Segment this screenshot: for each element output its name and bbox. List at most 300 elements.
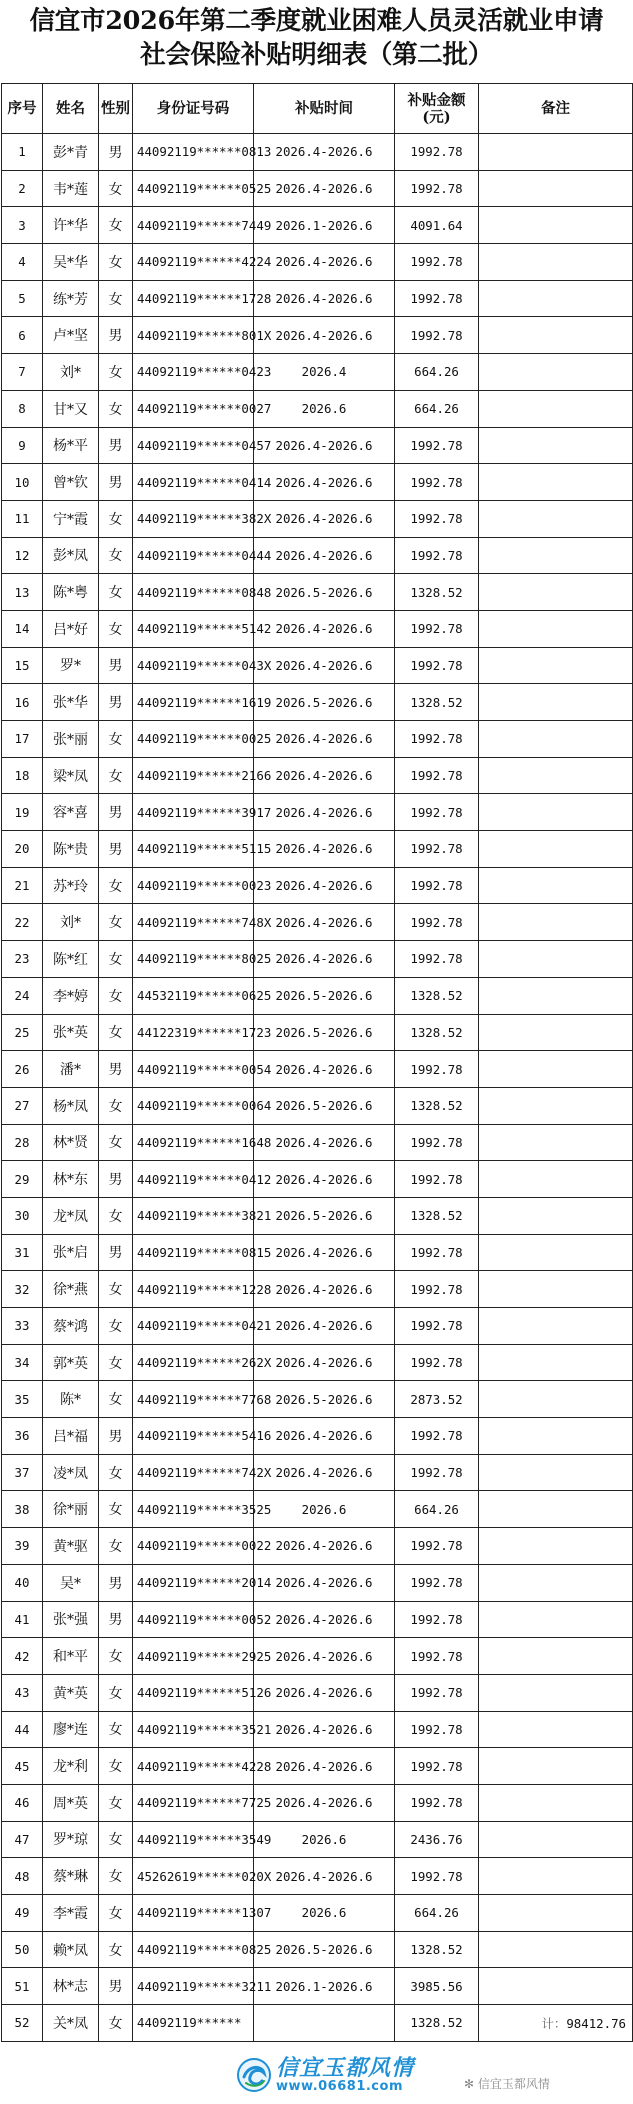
cell-gender: 女 xyxy=(99,1491,133,1528)
cell-remark xyxy=(479,244,633,281)
cell-remark xyxy=(479,1858,633,1895)
cell-gender: 女 xyxy=(99,904,133,941)
cell-name: 刘* xyxy=(43,904,99,941)
cell-no: 14 xyxy=(2,610,43,647)
cell-amount: 1992.78 xyxy=(395,794,479,831)
cell-no: 17 xyxy=(2,721,43,758)
header-id: 身份证号码 xyxy=(133,84,254,134)
cell-id: 44092119******0457 xyxy=(133,427,254,464)
cell-id: 44092119******748X xyxy=(133,904,254,941)
cell-remark xyxy=(479,537,633,574)
cell-gender: 女 xyxy=(99,207,133,244)
cell-gender: 女 xyxy=(99,1784,133,1821)
cell-name: 卢*坚 xyxy=(43,317,99,354)
cell-name: 李*霞 xyxy=(43,1895,99,1932)
cell-period: 2026.4-2026.6 xyxy=(254,867,395,904)
cell-period: 2026.6 xyxy=(254,1895,395,1932)
cell-amount: 664.26 xyxy=(395,390,479,427)
cell-period: 2026.4-2026.6 xyxy=(254,244,395,281)
cell-id: 44092119******4228 xyxy=(133,1748,254,1785)
cell-period: 2026.4-2026.6 xyxy=(254,1784,395,1821)
cell-name: 许*华 xyxy=(43,207,99,244)
cell-gender: 男 xyxy=(99,647,133,684)
table-row xyxy=(2,1895,633,1932)
cell-remark xyxy=(479,1564,633,1601)
cell-amount: 1992.78 xyxy=(395,1858,479,1895)
cell-name: 陈* xyxy=(43,1381,99,1418)
cell-no: 19 xyxy=(2,794,43,831)
cell-amount: 1992.78 xyxy=(395,610,479,647)
cell-no: 32 xyxy=(2,1271,43,1308)
cell-name: 黄*驱 xyxy=(43,1528,99,1565)
subsidy-table xyxy=(1,83,633,2042)
cell-id: 44092119******1728 xyxy=(133,280,254,317)
cell-id: 44092119******5115 xyxy=(133,831,254,868)
table-row xyxy=(2,1784,633,1821)
cell-amount: 2436.76 xyxy=(395,1821,479,1858)
cell-remark xyxy=(479,1124,633,1161)
cell-remark xyxy=(479,280,633,317)
cell-amount: 1992.78 xyxy=(395,1271,479,1308)
cell-period: 2026.1-2026.6 xyxy=(254,1968,395,2005)
cell-gender: 女 xyxy=(99,1344,133,1381)
cell-amount: 1992.78 xyxy=(395,1748,479,1785)
cell-gender: 女 xyxy=(99,2005,133,2042)
swirl-logo-icon xyxy=(236,2057,272,2093)
cell-id: 44092119******801X xyxy=(133,317,254,354)
cell-gender: 女 xyxy=(99,500,133,537)
table-row xyxy=(2,500,633,537)
cell-period: 2026.4-2026.6 xyxy=(254,1858,395,1895)
cell-id: 44092119******1648 xyxy=(133,1124,254,1161)
cell-name: 罗* xyxy=(43,647,99,684)
table-row xyxy=(2,721,633,758)
cell-gender: 女 xyxy=(99,1931,133,1968)
cell-id: 44092119******0023 xyxy=(133,867,254,904)
cell-period: 2026.4-2026.6 xyxy=(254,537,395,574)
cell-no: 1 xyxy=(2,134,43,171)
cell-amount: 1992.78 xyxy=(395,1601,479,1638)
cell-no: 39 xyxy=(2,1528,43,1565)
cell-period: 2026.5-2026.6 xyxy=(254,1197,395,1234)
cell-id: 44092119******1307 xyxy=(133,1895,254,1932)
cell-amount: 1328.52 xyxy=(395,1087,479,1124)
cell-amount: 1992.78 xyxy=(395,1784,479,1821)
cell-no: 24 xyxy=(2,977,43,1014)
cell-name: 梁*凤 xyxy=(43,757,99,794)
table-row xyxy=(2,1931,633,1968)
cell-amount: 1992.78 xyxy=(395,904,479,941)
cell-remark xyxy=(479,207,633,244)
table-row xyxy=(2,867,633,904)
table-row xyxy=(2,1454,633,1491)
cell-period: 2026.4-2026.6 xyxy=(254,1418,395,1455)
header-name: 姓名 xyxy=(43,84,99,134)
page-title xyxy=(0,4,633,72)
cell-period: 2026.4-2026.6 xyxy=(254,1308,395,1345)
cell-no: 30 xyxy=(2,1197,43,1234)
cell-id: 44092119******7725 xyxy=(133,1784,254,1821)
cell-name: 龙*凤 xyxy=(43,1197,99,1234)
table-row xyxy=(2,831,633,868)
cell-id: 44092119******7449 xyxy=(133,207,254,244)
cell-gender: 男 xyxy=(99,1564,133,1601)
table-row xyxy=(2,684,633,721)
cell-amount: 1328.52 xyxy=(395,1931,479,1968)
cell-no: 52 xyxy=(2,2005,43,2042)
table-row xyxy=(2,1711,633,1748)
cell-no: 50 xyxy=(2,1931,43,1968)
cell-name: 张*华 xyxy=(43,684,99,721)
cell-amount: 1328.52 xyxy=(395,1014,479,1051)
cell-id: 44092119******7768 xyxy=(133,1381,254,1418)
cell-remark xyxy=(479,1638,633,1675)
cell-no: 36 xyxy=(2,1418,43,1455)
table-row xyxy=(2,1528,633,1565)
cell-no: 16 xyxy=(2,684,43,721)
cell-period: 2026.4-2026.6 xyxy=(254,757,395,794)
table-row xyxy=(2,1748,633,1785)
cell-gender: 男 xyxy=(99,1234,133,1271)
cell-remark xyxy=(479,794,633,831)
cell-gender: 男 xyxy=(99,831,133,868)
watermark xyxy=(236,2052,466,2098)
cell-gender: 男 xyxy=(99,1051,133,1088)
cell-period: 2026.5-2026.6 xyxy=(254,1014,395,1051)
cell-gender: 女 xyxy=(99,537,133,574)
cell-amount: 1992.78 xyxy=(395,1528,479,1565)
cell-no: 33 xyxy=(2,1308,43,1345)
cell-period: 2026.4-2026.6 xyxy=(254,1051,395,1088)
cell-period: 2026.5-2026.6 xyxy=(254,977,395,1014)
cell-gender: 女 xyxy=(99,1711,133,1748)
cell-period: 2026.4 xyxy=(254,354,395,391)
cell-no: 38 xyxy=(2,1491,43,1528)
cell-period: 2026.6 xyxy=(254,390,395,427)
cell-amount: 1328.52 xyxy=(395,684,479,721)
cell-amount: 1992.78 xyxy=(395,317,479,354)
table-row xyxy=(2,427,633,464)
cell-name: 陈*贵 xyxy=(43,831,99,868)
table-row xyxy=(2,1858,633,1895)
cell-name: 徐*丽 xyxy=(43,1491,99,1528)
cell-name: 甘*又 xyxy=(43,390,99,427)
cell-gender: 男 xyxy=(99,464,133,501)
cell-amount: 1992.78 xyxy=(395,1638,479,1675)
cell-amount: 1992.78 xyxy=(395,1564,479,1601)
cell-amount: 1992.78 xyxy=(395,427,479,464)
cell-id: 44092119******0064 xyxy=(133,1087,254,1124)
cell-remark xyxy=(479,1014,633,1051)
cell-no: 48 xyxy=(2,1858,43,1895)
cell-remark xyxy=(479,684,633,721)
table-row xyxy=(2,1674,633,1711)
cell-no: 42 xyxy=(2,1638,43,1675)
cell-id: 44092119******0444 xyxy=(133,537,254,574)
cell-id: 44092119******0054 xyxy=(133,1051,254,1088)
cell-id: 44092119******742X xyxy=(133,1454,254,1491)
cell-remark xyxy=(479,1454,633,1491)
cell-gender: 女 xyxy=(99,721,133,758)
cell-no: 40 xyxy=(2,1564,43,1601)
cell-id: 44092119******5416 xyxy=(133,1418,254,1455)
table-row xyxy=(2,1234,633,1271)
cell-no: 43 xyxy=(2,1674,43,1711)
cell-name: 黄*英 xyxy=(43,1674,99,1711)
cell-remark xyxy=(479,134,633,171)
cell-remark xyxy=(479,1601,633,1638)
cell-name: 苏*玲 xyxy=(43,867,99,904)
cell-amount: 1992.78 xyxy=(395,1711,479,1748)
cell-no: 23 xyxy=(2,941,43,978)
cell-name: 罗*琼 xyxy=(43,1821,99,1858)
cell-id: 44092119******3211 xyxy=(133,1968,254,2005)
cell-period: 2026.4-2026.6 xyxy=(254,134,395,171)
cell-name: 陈*粤 xyxy=(43,574,99,611)
cell-no: 13 xyxy=(2,574,43,611)
cell-id: 44092119******0813 xyxy=(133,134,254,171)
cell-remark xyxy=(479,1197,633,1234)
cell-period: 2026.5-2026.6 xyxy=(254,684,395,721)
table-row xyxy=(2,794,633,831)
cell-no: 2 xyxy=(2,170,43,207)
cell-gender: 女 xyxy=(99,1014,133,1051)
table-row xyxy=(2,134,633,171)
cell-period: 2026.4-2026.6 xyxy=(254,170,395,207)
table-row xyxy=(2,904,633,941)
cell-amount: 1992.78 xyxy=(395,1418,479,1455)
cell-gender: 女 xyxy=(99,610,133,647)
cell-period: 2026.4-2026.6 xyxy=(254,500,395,537)
cell-remark xyxy=(479,500,633,537)
cell-name: 张*启 xyxy=(43,1234,99,1271)
cell-no: 27 xyxy=(2,1087,43,1124)
cell-no: 21 xyxy=(2,867,43,904)
cell-no: 41 xyxy=(2,1601,43,1638)
cell-id: 44092119******2925 xyxy=(133,1638,254,1675)
cell-remark xyxy=(479,941,633,978)
table-row xyxy=(2,2005,633,2042)
cell-name: 容*喜 xyxy=(43,794,99,831)
cell-remark xyxy=(479,647,633,684)
cell-period: 2026.5-2026.6 xyxy=(254,1087,395,1124)
cell-amount: 2873.52 xyxy=(395,1381,479,1418)
cell-period xyxy=(254,2005,395,2042)
cell-amount: 1992.78 xyxy=(395,170,479,207)
cell-amount: 1328.52 xyxy=(395,574,479,611)
cell-id: 44092119******382X xyxy=(133,500,254,537)
cell-amount: 1992.78 xyxy=(395,464,479,501)
cell-period: 2026.4-2026.6 xyxy=(254,1711,395,1748)
watermark-title: 信宜玉都风情 xyxy=(276,2055,415,2081)
cell-period: 2026.5-2026.6 xyxy=(254,1931,395,1968)
table-row xyxy=(2,1418,633,1455)
cell-no: 11 xyxy=(2,500,43,537)
table-row xyxy=(2,464,633,501)
cell-gender: 女 xyxy=(99,1674,133,1711)
cell-name: 彭*凤 xyxy=(43,537,99,574)
cell-remark xyxy=(479,2005,633,2042)
cell-name: 林*东 xyxy=(43,1161,99,1198)
cell-no: 49 xyxy=(2,1895,43,1932)
table-row xyxy=(2,280,633,317)
cell-name: 杨*平 xyxy=(43,427,99,464)
cell-name: 吕*福 xyxy=(43,1418,99,1455)
cell-no: 20 xyxy=(2,831,43,868)
table-row xyxy=(2,207,633,244)
cell-gender: 女 xyxy=(99,1895,133,1932)
cell-no: 6 xyxy=(2,317,43,354)
title-line-2: 社会保险补贴明细表（第二批） xyxy=(140,40,493,70)
cell-remark xyxy=(479,1418,633,1455)
cell-period: 2026.4-2026.6 xyxy=(254,1601,395,1638)
table-body xyxy=(2,134,633,2042)
cell-gender: 女 xyxy=(99,1821,133,1858)
cell-remark xyxy=(479,1381,633,1418)
table-row xyxy=(2,354,633,391)
cell-period: 2026.4-2026.6 xyxy=(254,941,395,978)
cell-remark xyxy=(479,831,633,868)
cell-id: 44092119******2014 xyxy=(133,1564,254,1601)
cell-remark xyxy=(479,170,633,207)
cell-amount: 1992.78 xyxy=(395,831,479,868)
cell-id: 44092119******3549 xyxy=(133,1821,254,1858)
watermark-url: www.06681.com xyxy=(276,2079,403,2094)
table-row xyxy=(2,1051,633,1088)
cell-no: 9 xyxy=(2,427,43,464)
cell-remark xyxy=(479,904,633,941)
cell-no: 44 xyxy=(2,1711,43,1748)
cell-amount: 1992.78 xyxy=(395,1051,479,1088)
table-row xyxy=(2,610,633,647)
cell-amount: 1992.78 xyxy=(395,280,479,317)
cell-name: 韦*莲 xyxy=(43,170,99,207)
cell-name: 蔡*琳 xyxy=(43,1858,99,1895)
watermark-social xyxy=(464,2075,550,2092)
cell-remark xyxy=(479,1784,633,1821)
cell-amount: 1992.78 xyxy=(395,244,479,281)
cell-period: 2026.4-2026.6 xyxy=(254,1344,395,1381)
cell-id: 44092119******5126 xyxy=(133,1674,254,1711)
cell-remark xyxy=(479,757,633,794)
cell-gender: 女 xyxy=(99,170,133,207)
cell-no: 18 xyxy=(2,757,43,794)
cell-gender: 男 xyxy=(99,794,133,831)
cell-name: 徐*燕 xyxy=(43,1271,99,1308)
header-period: 补贴时间 xyxy=(254,84,395,134)
cell-no: 31 xyxy=(2,1234,43,1271)
header-amount xyxy=(395,84,479,134)
cell-id: 44122319******1723 xyxy=(133,1014,254,1051)
cell-remark xyxy=(479,1931,633,1968)
table-row xyxy=(2,941,633,978)
cell-gender: 男 xyxy=(99,317,133,354)
cell-amount: 1992.78 xyxy=(395,537,479,574)
cell-period: 2026.4-2026.6 xyxy=(254,1271,395,1308)
cell-remark xyxy=(479,1051,633,1088)
cell-gender: 男 xyxy=(99,684,133,721)
cell-name: 吕*好 xyxy=(43,610,99,647)
cell-id: 44092119******3521 xyxy=(133,1711,254,1748)
cell-id: 44092119******0525 xyxy=(133,170,254,207)
cell-period: 2026.4-2026.6 xyxy=(254,610,395,647)
cell-remark xyxy=(479,1491,633,1528)
cell-no: 26 xyxy=(2,1051,43,1088)
table-row xyxy=(2,390,633,427)
cell-name: 吴*华 xyxy=(43,244,99,281)
cell-amount: 1992.78 xyxy=(395,941,479,978)
cell-gender: 女 xyxy=(99,1748,133,1785)
header-gender: 性别 xyxy=(99,84,133,134)
cell-id: 44092119******2166 xyxy=(133,757,254,794)
cell-gender: 女 xyxy=(99,1271,133,1308)
cell-period: 2026.4-2026.6 xyxy=(254,794,395,831)
table-row xyxy=(2,1601,633,1638)
cell-period: 2026.4-2026.6 xyxy=(254,1564,395,1601)
table-row xyxy=(2,244,633,281)
table-row xyxy=(2,170,633,207)
cell-remark xyxy=(479,574,633,611)
cell-no: 45 xyxy=(2,1748,43,1785)
cell-remark xyxy=(479,1674,633,1711)
cell-id: 44092119******0825 xyxy=(133,1931,254,1968)
cell-name: 林*志 xyxy=(43,1968,99,2005)
cell-name: 曾*钦 xyxy=(43,464,99,501)
cell-remark xyxy=(479,317,633,354)
cell-remark xyxy=(479,1308,633,1345)
cell-period: 2026.4-2026.6 xyxy=(254,1234,395,1271)
table-row xyxy=(2,1197,633,1234)
cell-no: 46 xyxy=(2,1784,43,1821)
cell-gender: 男 xyxy=(99,1418,133,1455)
cell-period: 2026.4-2026.6 xyxy=(254,427,395,464)
cell-id: 45262619******020X xyxy=(133,1858,254,1895)
total-label: 计： xyxy=(541,2015,567,2031)
cell-no: 35 xyxy=(2,1381,43,1418)
cell-remark xyxy=(479,1087,633,1124)
cell-gender: 女 xyxy=(99,280,133,317)
cell-name: 和*平 xyxy=(43,1638,99,1675)
cell-amount: 1992.78 xyxy=(395,1161,479,1198)
cell-name: 杨*凤 xyxy=(43,1087,99,1124)
header-remark: 备注 xyxy=(479,84,633,134)
cell-name: 蔡*鸿 xyxy=(43,1308,99,1345)
cell-amount: 1992.78 xyxy=(395,1308,479,1345)
cell-name: 廖*连 xyxy=(43,1711,99,1748)
cell-remark xyxy=(479,1234,633,1271)
cell-period: 2026.4-2026.6 xyxy=(254,1638,395,1675)
cell-id: 44092119******3525 xyxy=(133,1491,254,1528)
cell-remark xyxy=(479,1528,633,1565)
table-row xyxy=(2,317,633,354)
cell-no: 29 xyxy=(2,1161,43,1198)
cell-name: 郭*英 xyxy=(43,1344,99,1381)
cell-gender: 女 xyxy=(99,390,133,427)
cell-name: 张*英 xyxy=(43,1014,99,1051)
cell-id: 44092119******0025 xyxy=(133,721,254,758)
cell-period: 2026.4-2026.6 xyxy=(254,1528,395,1565)
cell-id: 44092119******4224 xyxy=(133,244,254,281)
cell-gender: 男 xyxy=(99,1161,133,1198)
cell-no: 7 xyxy=(2,354,43,391)
cell-name: 宁*霞 xyxy=(43,500,99,537)
cell-amount: 664.26 xyxy=(395,354,479,391)
cell-no: 28 xyxy=(2,1124,43,1161)
cell-period: 2026.6 xyxy=(254,1491,395,1528)
cell-period: 2026.1-2026.6 xyxy=(254,207,395,244)
cell-no: 34 xyxy=(2,1344,43,1381)
table-row xyxy=(2,574,633,611)
